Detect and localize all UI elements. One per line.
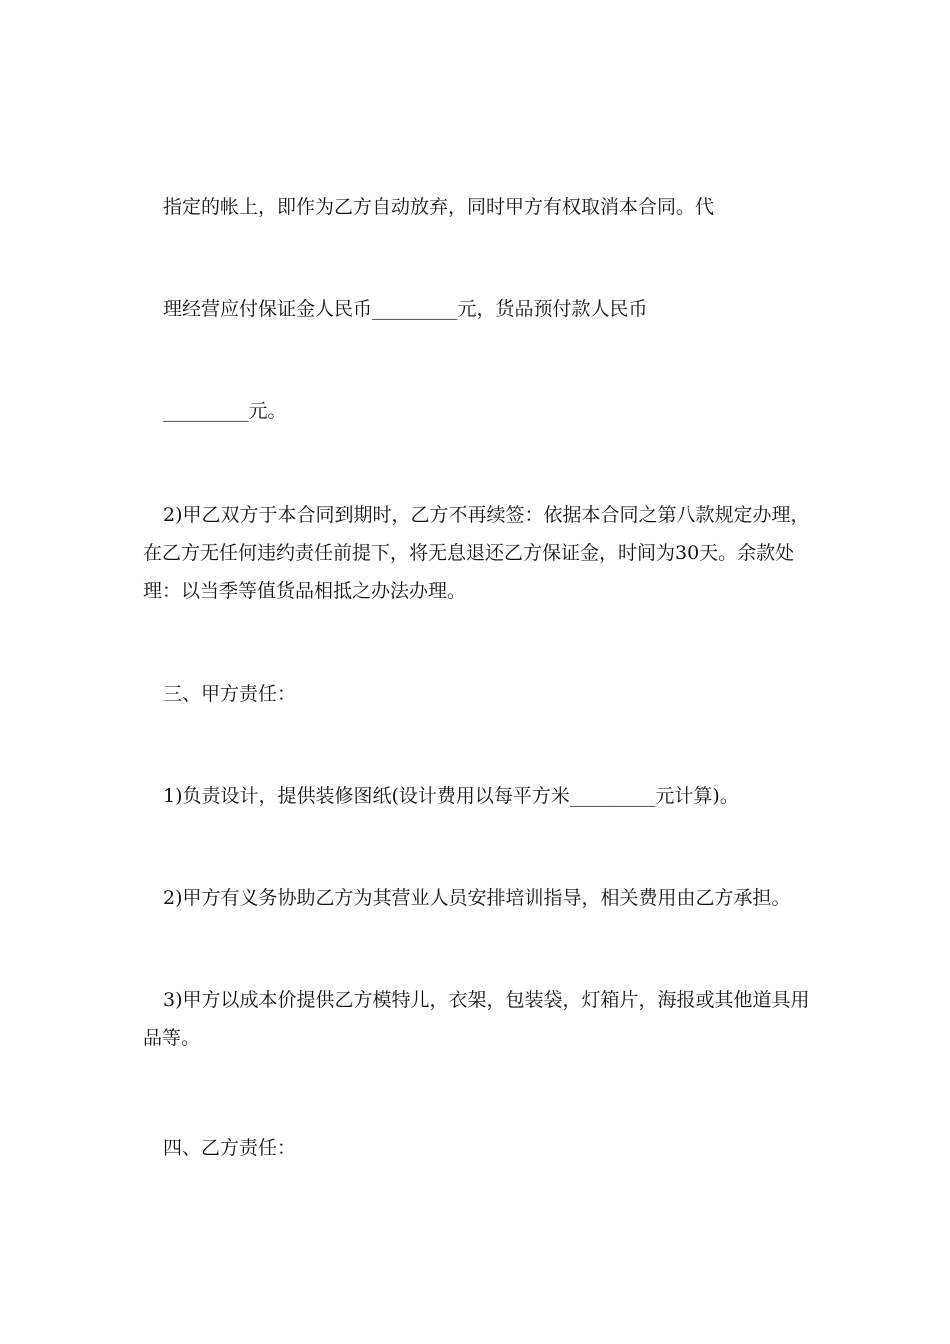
section-heading-4: 四、乙方责任： (163, 1137, 297, 1159)
section-heading-3: 三、甲方责任： (163, 683, 297, 705)
paragraph-3: _________元。 (163, 400, 287, 422)
paragraph-1: 指定的帐上，即作为乙方自动放弃，同时甲方有权取消本合同。代 (163, 196, 715, 218)
paragraph-4: 2)甲乙双方于本合同到期时，乙方不再续签：依据本合同之第八款规定办理，在乙方无任何违约责任前提下，将无息退还乙方保证金，时间为30天。余款处理：以当季等值货品相抵之办法办理。 (143, 504, 810, 602)
paragraph-2: 理经营应付保证金人民币_________元，货品预付款人民币 (163, 298, 648, 320)
paragraph-6: 2)甲方有义务协助乙方为其营业人员安排培训指导，相关费用由乙方承担。 (163, 887, 791, 909)
paragraph-5: 1)负责设计，提供装修图纸(设计费用以每平方米_________元计算)。 (163, 785, 739, 807)
paragraph-7: 3)甲方以成本价提供乙方模特儿，衣架，包装袋，灯箱片，海报或其他道具用品等。 (143, 989, 810, 1049)
